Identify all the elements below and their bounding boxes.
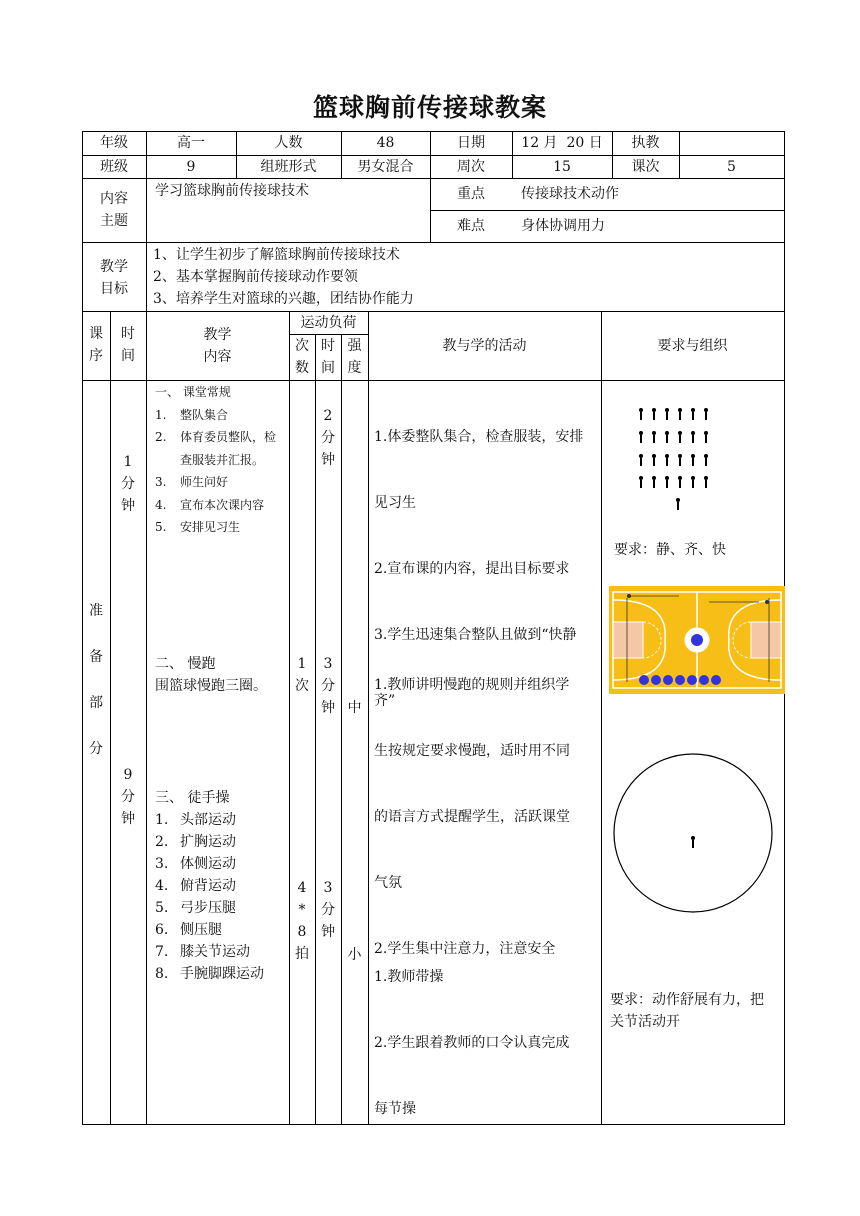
part3-heading: 三、 徒手操 <box>155 790 230 806</box>
part3-activities: 1.教师带操 2.学生跟着教师的口令认真完成 每节操 <box>374 969 570 1117</box>
difficulty-value: 身体协调用力 <box>521 218 605 234</box>
part3-content <box>155 787 287 985</box>
list-item: 5. 弓步压腿 <box>155 900 236 916</box>
time-part-b: 9 分 钟 <box>121 767 135 827</box>
part2-times: 1 次 <box>295 656 309 694</box>
list-item: 2. 体育委员整队，检 <box>155 430 277 444</box>
list-item: 4. 俯背运动 <box>155 878 236 894</box>
part2-activities: 1.教师讲明慢跑的规则并组织学 生按规定要求慢跑，适时用不同 的语言方式提醒学生，活跃课堂 气氛 2.学生集中注意力，注意安全 <box>374 677 570 957</box>
part2-content <box>155 653 287 697</box>
list-item: 2. 扩胸运动 <box>155 834 236 850</box>
col-intensity: 强 度 <box>347 338 362 376</box>
week-label: 周次 <box>457 159 485 175</box>
part3-times: 4 * 8 拍 <box>295 880 309 962</box>
list-item: 4. 宣布本次课内容 <box>155 497 265 512</box>
time-part-a: 1 分 钟 <box>121 454 135 514</box>
list-item: 1. 头部运动 <box>155 812 236 828</box>
section-name: 准 备 部 分 <box>89 603 103 757</box>
goals-list <box>153 244 773 310</box>
lesson-label: 课次 <box>631 159 660 175</box>
part3-requirement: 要求：动作舒展有力，把 关节活动开 <box>610 992 764 1030</box>
list-item: 6. 侧压腿 <box>155 922 222 938</box>
part2-detail: 围篮球慢跑三圈。 <box>155 678 267 694</box>
part2-heading: 二、 慢跑 <box>155 656 216 672</box>
col-content: 教学 内容 <box>203 327 232 365</box>
page-title: 篮球胸前传接球教案 <box>312 93 547 122</box>
teacher-label: 执教 <box>631 135 660 151</box>
grade-label: 年级 <box>100 135 128 151</box>
part2-duration: 3 分 钟 <box>321 656 335 716</box>
form-label: 组班形式 <box>260 159 317 175</box>
goal-item: 2、基本掌握胸前传接球动作要领 <box>153 269 358 285</box>
date-value: 12 月 20 日 <box>521 135 603 151</box>
part1-activities: 1.体委整队集合，检查服装，安排 见习生 2.宣布课的内容，提出目标要求 3.学生迅速集合整队且做到“快静 齐” <box>374 429 584 709</box>
part1-requirement: 要求：静、齐、快 <box>614 542 726 558</box>
part3-intensity: 小 <box>347 947 362 963</box>
part2-intensity: 中 <box>347 700 362 716</box>
part1-content <box>155 381 287 539</box>
count-label: 人数 <box>274 135 303 151</box>
list-item: 5. 安排见习生 <box>155 520 241 534</box>
goal-item: 1、让学生初步了解篮球胸前传接球技术 <box>153 247 400 263</box>
part1-heading: 一、 课堂常规 <box>155 385 231 399</box>
lesson-value: 5 <box>727 159 736 175</box>
content-value: 学习篮球胸前传接球技术 <box>155 183 309 199</box>
date-label: 日期 <box>457 135 485 151</box>
list-item: 8. 手腕脚踝运动 <box>155 966 264 982</box>
list-item: 查服装并汇报。 <box>180 452 265 467</box>
part3-duration: 3 分 钟 <box>321 880 335 940</box>
col-requirements: 要求与组织 <box>657 338 728 354</box>
col-load: 运动负荷 <box>300 315 357 331</box>
col-time: 时 间 <box>121 326 135 364</box>
col-seq: 课 序 <box>89 326 103 364</box>
col-duration: 时 间 <box>321 338 335 376</box>
col-activities: 教与学的活动 <box>442 338 527 354</box>
list-item: 7. 膝关节运动 <box>155 944 250 960</box>
part1-duration: 2 分 钟 <box>321 408 335 468</box>
class-label: 班级 <box>100 159 128 175</box>
list-item: 1. 整队集合 <box>155 407 229 422</box>
goal-item: 3、培养学生对篮球的兴趣，团结协作能力 <box>153 291 414 307</box>
content-label: 内容 主题 <box>100 191 128 229</box>
grade-value: 高一 <box>177 135 205 151</box>
list-item: 3. 师生问好 <box>155 475 229 489</box>
running-circle-diagram <box>612 752 774 914</box>
col-times: 次 数 <box>295 338 309 376</box>
goals-label: 教学 目标 <box>100 259 128 297</box>
week-value: 15 <box>553 159 571 175</box>
basketball-court-diagram <box>609 586 785 694</box>
difficulty-label: 难点 <box>457 218 485 234</box>
class-value: 9 <box>186 159 196 175</box>
count-value: 48 <box>376 135 395 151</box>
list-item: 3. 体侧运动 <box>155 856 236 872</box>
form-value: 男女混合 <box>357 159 414 175</box>
key-point-label: 重点 <box>457 186 485 202</box>
key-point-value: 传接球技术动作 <box>521 186 619 202</box>
